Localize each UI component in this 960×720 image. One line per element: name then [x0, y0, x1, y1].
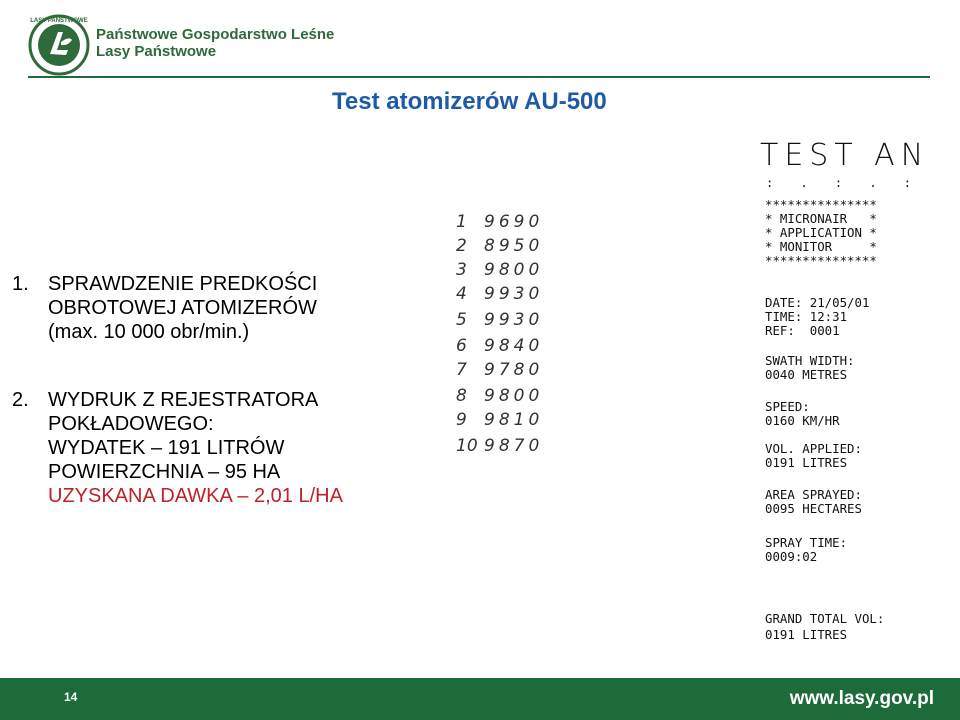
- header-divider: [28, 76, 930, 78]
- item-2-line-5-dose: UZYSKANA DAWKA – 2,01 L/HA: [48, 485, 343, 507]
- item-2-line-1: WYDRUK Z REJESTRATORA: [48, 389, 319, 411]
- hand-row: 6 9840: [456, 336, 544, 356]
- item-1-line-3: (max. 10 000 obr/min.): [48, 321, 250, 343]
- item-2-line-4: POWIERZCHNIA – 95 HA: [48, 461, 281, 483]
- item-2-line-2: POKŁADOWEGO:: [48, 413, 214, 435]
- printout-line: 0160 KM/HR: [765, 413, 840, 428]
- item-1-line-1: SPRAWDZENIE PREDKOŚCI: [48, 273, 318, 295]
- org-name-line2: Lasy Państwowe: [96, 43, 217, 60]
- printout-line: 0191 LITRES: [765, 627, 848, 642]
- printout-line: ***************: [765, 253, 877, 268]
- printout-line: SPRAY TIME:: [765, 535, 848, 550]
- printout-line: ***************: [765, 197, 877, 212]
- printout-line: GRAND TOTAL VOL:: [765, 611, 885, 626]
- logo-ring-text: LASY PAŃSTWOWE: [30, 18, 88, 24]
- printout-line: * APPLICATION *: [765, 225, 877, 240]
- hand-row: 8 9800: [456, 386, 544, 406]
- page-number: 14: [64, 690, 78, 704]
- hand-row: 3 9800: [456, 260, 544, 280]
- slide-title: Test atomizerów AU-500: [332, 88, 607, 115]
- printout-dots: : . : . :: [766, 176, 922, 190]
- recorder-printout: [760, 136, 950, 656]
- printout-line: * MONITOR *: [765, 239, 877, 254]
- item-2-line-3: WYDATEK – 191 LITRÓW: [48, 437, 285, 459]
- printout-line: 0040 METRES: [765, 367, 848, 382]
- printout-line: SWATH WIDTH:: [765, 353, 855, 368]
- printout-ref: REF: 0001: [765, 323, 840, 338]
- printout-line: VOL. APPLIED:: [765, 441, 862, 456]
- list-item-1: [12, 272, 317, 344]
- printout-line: 0191 LITRES: [765, 455, 848, 470]
- org-name-line1: Państwowe Gospodarstwo Leśne: [96, 26, 335, 43]
- hand-row: 10 9870: [456, 436, 544, 456]
- item-2-number: 2.: [12, 389, 29, 411]
- list-item-2: [12, 388, 343, 508]
- hand-row: 9 9810: [456, 410, 544, 430]
- hand-row: 1 9690: [456, 212, 544, 232]
- printout-date: DATE: 21/05/01: [765, 295, 870, 310]
- hand-row: 2 8950: [456, 236, 544, 256]
- item-1-number: 1.: [12, 273, 29, 295]
- item-1-line-2: OBROTOWEJ ATOMIZERÓW: [48, 297, 317, 319]
- printout-line: AREA SPRAYED:: [765, 487, 862, 502]
- hand-row: 7 9780: [456, 360, 544, 380]
- handwritten-rpm-list: [456, 212, 566, 472]
- printout-time: TIME: 12:31: [765, 309, 848, 324]
- printout-line: * MICRONAIR *: [765, 211, 877, 226]
- lasy-panstwowe-logo: [28, 14, 90, 76]
- hand-row: 4 9930: [456, 284, 544, 304]
- website-link[interactable]: www.lasy.gov.pl: [789, 688, 934, 709]
- organization-name: [96, 26, 334, 60]
- hand-row: 5 9930: [456, 310, 544, 330]
- printout-handwritten-title: TEST AN: [760, 138, 930, 173]
- printout-line: 0095 HECTARES: [765, 501, 862, 516]
- printout-line: 0009:02: [765, 549, 818, 564]
- printout-line: SPEED:: [765, 399, 810, 414]
